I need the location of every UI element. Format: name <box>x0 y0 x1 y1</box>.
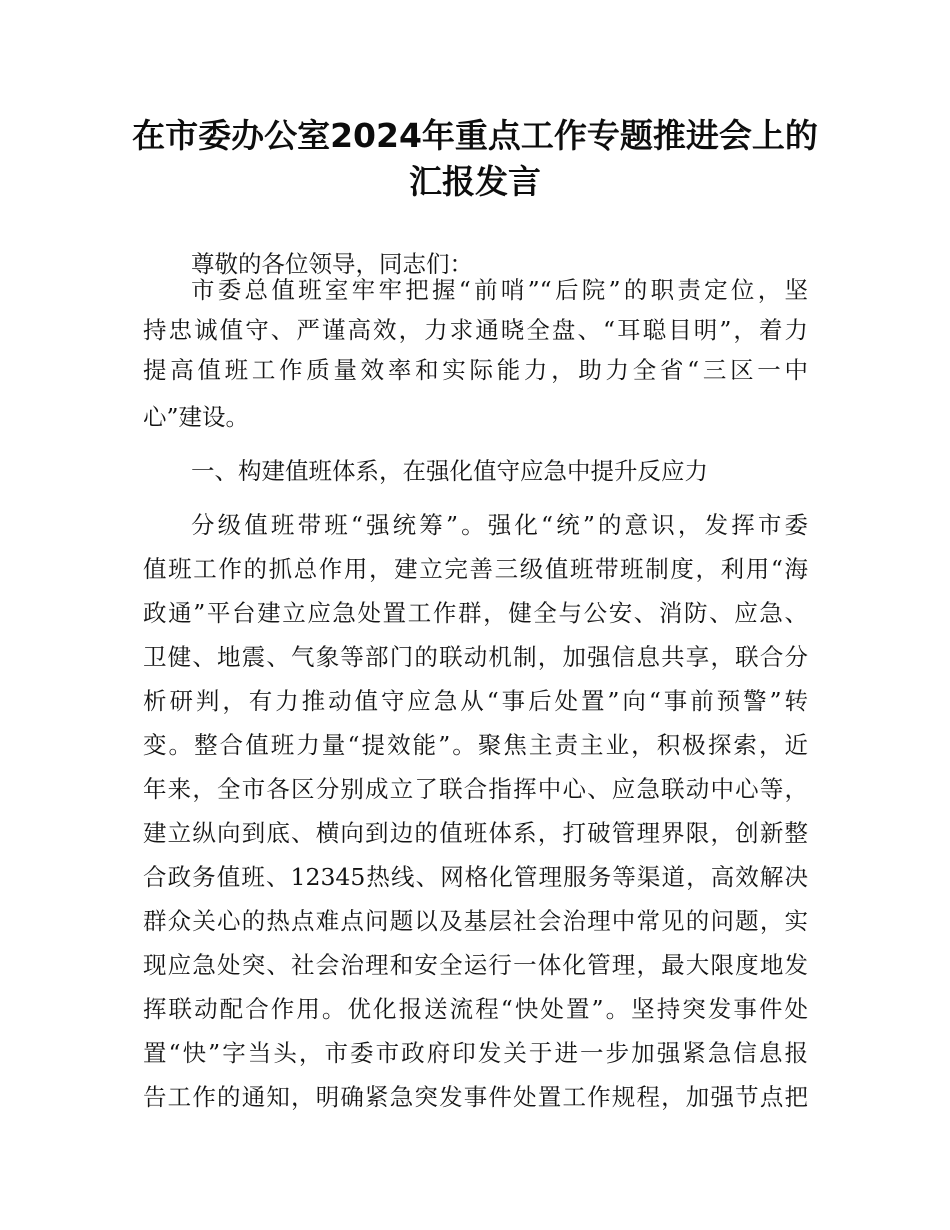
salutation: 尊敬的各位领导，同志们： <box>191 250 473 278</box>
paragraph-line: 建立纵向到底、横向到边的值班体系，打破管理界限，创新整 <box>143 819 808 847</box>
paragraph-line: 合政务值班、12345热线、网格化管理服务等渠道，高效解决 <box>143 863 808 891</box>
paragraph-line: 年来，全市各区分别成立了联合指挥中心、应急联动中心等， <box>143 775 808 803</box>
paragraph-line: 析研判，有力推动值守应急从“事后处置”向“事前预警”转 <box>143 687 808 715</box>
paragraph-line: 卫健、地震、气象等部门的联动机制，加强信息共享，联合分 <box>143 643 808 671</box>
paragraph-line: 值班工作的抓总作用，建立完善三级值班带班制度，利用“海 <box>143 555 808 583</box>
paragraph-line: 持忠诚值守、严谨高效，力求通晓全盘、“耳聪目明”，着力 <box>143 316 808 344</box>
paragraph-line: 分级值班带班“强统筹”。强化“统”的意识，发挥市委 <box>191 511 808 539</box>
paragraph-line: 现应急处突、社会治理和安全运行一体化管理，最大限度地发 <box>143 951 808 979</box>
paragraph-line: 政通”平台建立应急处置工作群，健全与公安、消防、应急、 <box>143 599 808 627</box>
document-title-line-1: 在市委办公室2024年重点工作专题推进会上的 <box>132 116 818 155</box>
paragraph-line: 心”建设。 <box>143 403 250 431</box>
paragraph-line: 提高值班工作质量效率和实际能力，助力全省“三区一中 <box>143 356 808 384</box>
paragraph-line: 告工作的通知，明确紧急突发事件处置工作规程，加强节点把 <box>143 1083 808 1111</box>
paragraph-line: 挥联动配合作用。优化报送流程“快处置”。坚持突发事件处 <box>143 995 808 1023</box>
paragraph-line: 变。整合值班力量“提效能”。聚焦主责主业，积极探索，近 <box>143 731 808 759</box>
section-heading: 一、构建值班体系，在强化值守应急中提升反应力 <box>191 457 708 485</box>
document-title-line-2: 汇报发言 <box>409 162 541 201</box>
paragraph-line: 置“快”字当头，市委市政府印发关于进一步加强紧急信息报 <box>143 1039 808 1067</box>
paragraph-line: 市委总值班室牢牢把握“前哨”“后院”的职责定位，坚 <box>191 276 808 304</box>
paragraph-line: 群众关心的热点难点问题以及基层社会治理中常见的问题，实 <box>143 907 808 935</box>
